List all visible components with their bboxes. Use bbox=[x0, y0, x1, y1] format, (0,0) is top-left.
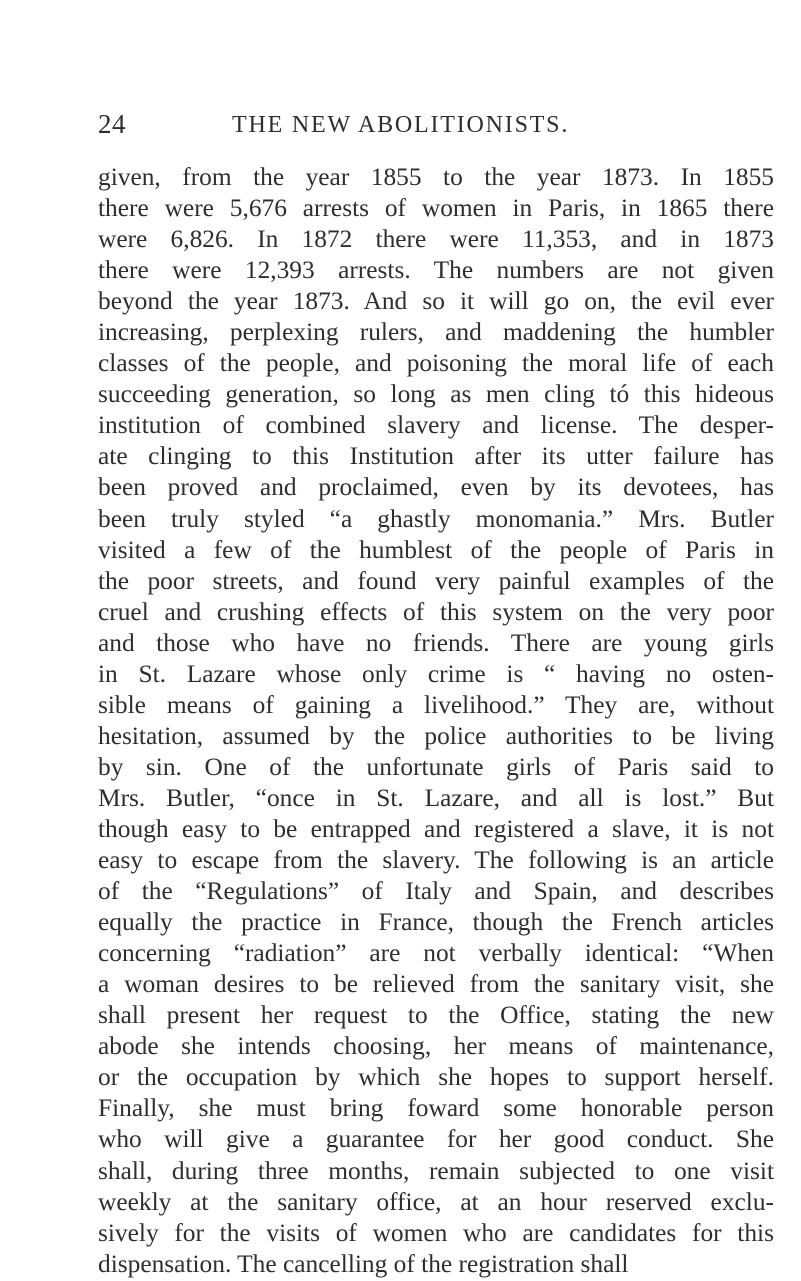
text-line: weekly at the sanitary office, at an hour reserved exclu- bbox=[98, 1187, 774, 1216]
text-line: visited a few of the humblest of the people of Paris in bbox=[98, 535, 774, 564]
text-line: there were 12,393 arrests. The numbers are not given bbox=[98, 256, 774, 285]
text-line: concerning “radiation” are not verbally identical: “When bbox=[98, 939, 774, 968]
text-line: Mrs. Butler, “once in St. Lazare, and all is lost.” But bbox=[98, 783, 774, 812]
running-head bbox=[0, 108, 801, 140]
text-line: ate clinging to this Institution after its utter failure has bbox=[98, 442, 774, 471]
text-line: hesitation, assumed by the police authorities to be living bbox=[98, 721, 774, 750]
text-line: by sin. One of the unfortunate girls of Paris said to bbox=[98, 752, 774, 781]
text-line: sively for the visits of women who are candidates for this bbox=[98, 1218, 774, 1247]
text-line: given, from the year 1855 to the year 1873. In 1855 bbox=[98, 163, 774, 191]
text-line: shall present her request to the Office, stating the new bbox=[98, 1001, 774, 1030]
text-line: though easy to be entrapped and registered a slave, it is not bbox=[98, 814, 774, 843]
text-line: been proved and proclaimed, even by its devotees, has bbox=[98, 473, 774, 502]
text-line: cruel and crushing effects of this system on the very poor bbox=[98, 597, 774, 626]
text-line: abode she intends choosing, her means of maintenance, bbox=[98, 1032, 774, 1061]
running-title: THE NEW ABOLITIONISTS. bbox=[232, 112, 570, 138]
text-line: dispensation. The cancelling of the registration shall bbox=[98, 1249, 629, 1278]
body-text bbox=[98, 162, 774, 1280]
text-line: succeeding generation, so long as men cling tó this hideous bbox=[98, 380, 774, 409]
text-line: and those who have no friends. There are young girls bbox=[98, 628, 774, 657]
text-line: of the “Regulations” of Italy and Spain, and describes bbox=[98, 877, 774, 906]
text-line: easy to escape from the slavery. The following is an article bbox=[98, 846, 774, 875]
text-line: been truly styled “a ghastly monomania.” Mrs. Butler bbox=[98, 504, 774, 533]
text-line: in St. Lazare whose only crime is “ having no osten- bbox=[98, 659, 774, 688]
text-line: were 6,826. In 1872 there were 11,353, and in 1873 bbox=[98, 225, 774, 254]
page-number: 24 bbox=[98, 109, 126, 139]
text-line: beyond the year 1873. And so it will go on, the evil ever bbox=[98, 287, 774, 316]
text-line: classes of the people, and poisoning the moral life of each bbox=[98, 349, 774, 378]
text-line: equally the practice in France, though the French articles bbox=[98, 908, 774, 937]
text-line: increasing, perplexing rulers, and maddening the humbler bbox=[98, 318, 774, 347]
text-line: there were 5,676 arrests of women in Paris, in 1865 there bbox=[98, 194, 774, 223]
text-line: who will give a guarantee for her good conduct. She bbox=[98, 1125, 774, 1154]
text-line: shall, during three months, remain subjected to one visit bbox=[98, 1156, 774, 1185]
text-line: or the occupation by which she hopes to support herself. bbox=[98, 1063, 774, 1092]
text-line: the poor streets, and found very painful examples of the bbox=[98, 566, 774, 595]
text-line: sible means of gaining a livelihood.” They are, without bbox=[98, 690, 774, 719]
text-line: Finally, she must bring foward some honorable person bbox=[98, 1094, 774, 1123]
text-line: a woman desires to be relieved from the sanitary visit, she bbox=[98, 970, 774, 999]
text-line: institution of combined slavery and license. The desper- bbox=[98, 411, 774, 440]
